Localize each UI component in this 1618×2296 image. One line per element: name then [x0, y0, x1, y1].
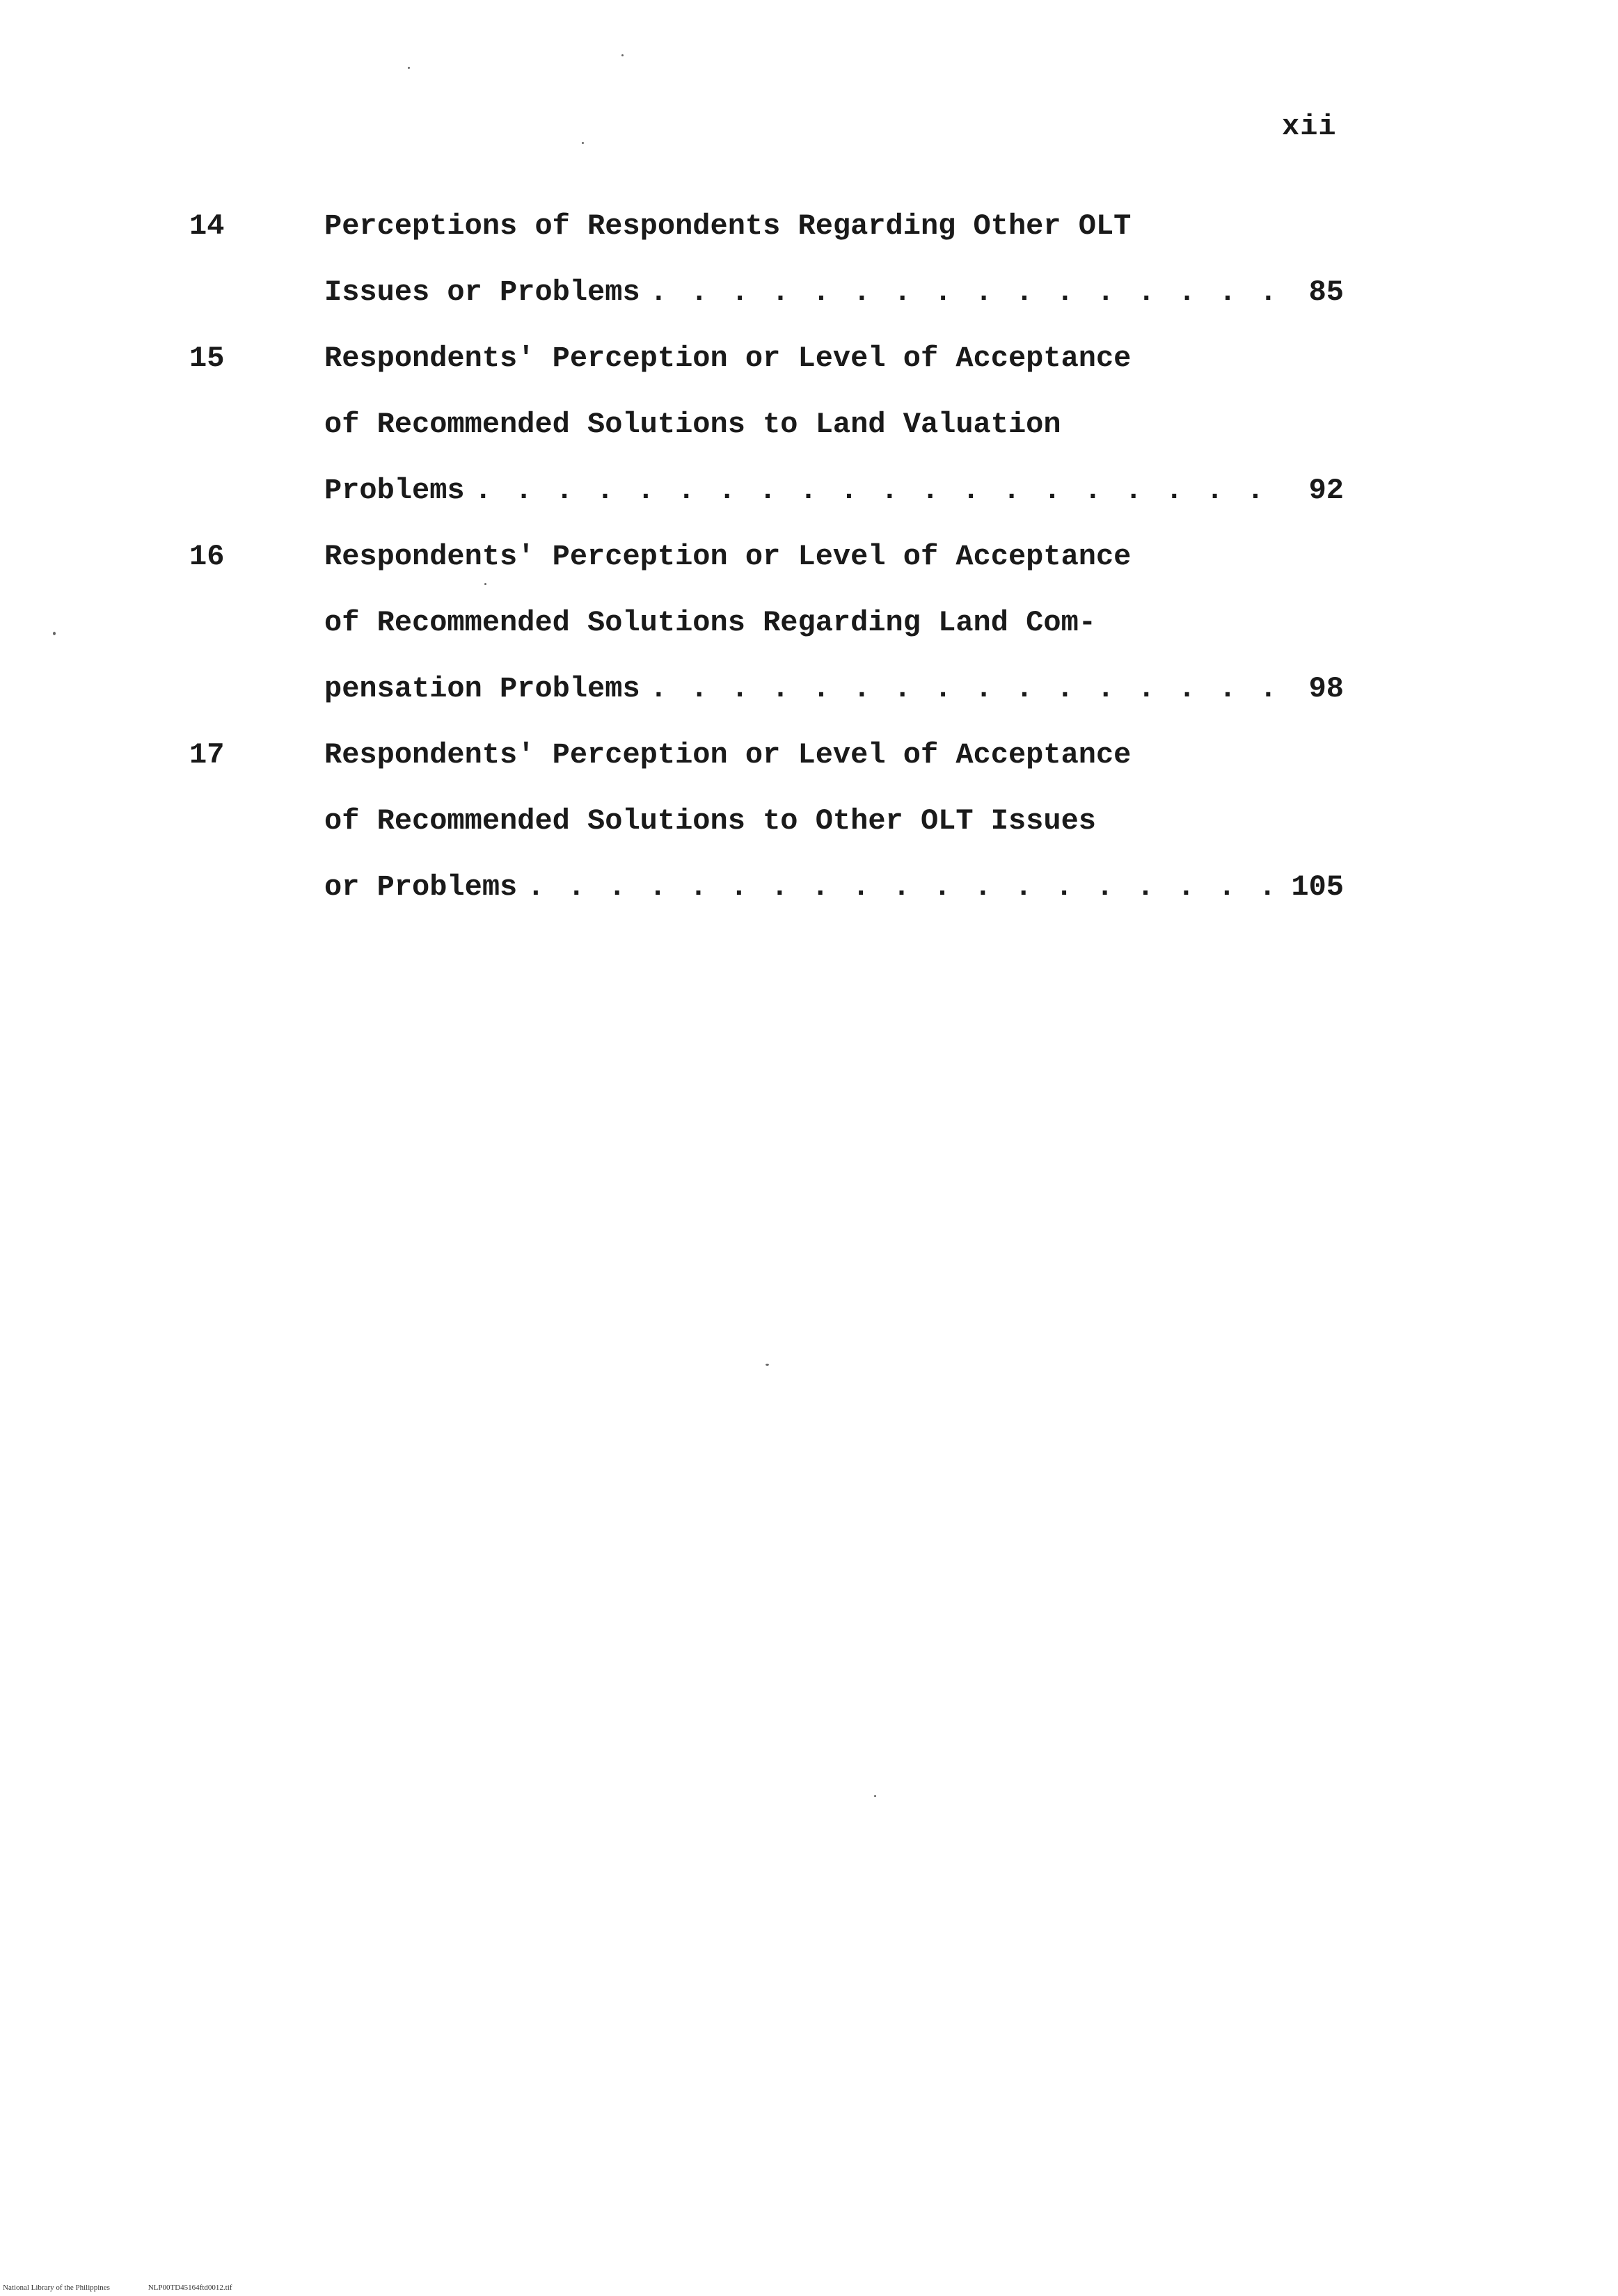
entry-page-number: 98	[1308, 672, 1344, 705]
scan-speck	[484, 583, 486, 585]
entry-number: 15	[189, 342, 225, 375]
dot-leader	[465, 458, 1288, 524]
entry-last-line	[324, 656, 1344, 722]
entry-page-number: 105	[1291, 870, 1344, 904]
entry-title-line: Problems	[324, 474, 465, 507]
entry-title-line: or Problems	[324, 870, 518, 904]
entry-title	[324, 326, 1344, 524]
entry-title-line: of Recommended Solutions Regarding Land Com-	[324, 606, 1096, 639]
entry-title-line: Respondents' Perception or Level of Acceptance	[324, 342, 1132, 375]
dot-leader	[640, 260, 1288, 326]
entry-last-line	[324, 260, 1344, 326]
page-number: xii	[1282, 110, 1337, 143]
entry-number: 16	[189, 540, 225, 573]
entry-title-line: of Recommended Solutions to Other OLT Issues	[324, 804, 1096, 838]
toc-entry	[0, 326, 1618, 524]
entry-title	[324, 722, 1344, 920]
scan-speck	[621, 54, 624, 56]
entry-title-line: Issues or Problems	[324, 276, 640, 309]
entry-number: 14	[189, 209, 225, 243]
entry-title	[324, 193, 1344, 326]
footer-filename: NLP00TD45164ftd0012.tif	[148, 2283, 232, 2292]
dot-leader	[517, 854, 1288, 920]
entry-last-line	[324, 854, 1344, 920]
entry-title-line: pensation Problems	[324, 672, 640, 705]
table-of-contents-list	[0, 193, 1618, 920]
entry-title	[324, 524, 1344, 722]
scan-speck	[582, 142, 584, 144]
entry-page-number: 85	[1308, 276, 1344, 309]
entry-title-line: of Recommended Solutions to Land Valuation	[324, 408, 1061, 441]
entry-title-line: Perceptions of Respondents Regarding Other OLT	[324, 209, 1132, 243]
toc-entry	[0, 524, 1618, 722]
entry-title-line: Respondents' Perception or Level of Acceptance	[324, 540, 1132, 573]
entry-number: 17	[189, 738, 225, 772]
dot-leader	[640, 656, 1288, 722]
scan-source-footer	[3, 2283, 232, 2292]
scan-speck	[53, 632, 56, 635]
scan-speck	[874, 1795, 876, 1797]
footer-library: National Library of the Philippines	[3, 2283, 110, 2292]
scan-speck	[766, 1364, 769, 1366]
entry-page-number: 92	[1308, 474, 1344, 507]
scan-speck	[408, 67, 410, 69]
entry-title-line: Respondents' Perception or Level of Acceptance	[324, 738, 1132, 772]
entry-last-line	[324, 458, 1344, 524]
toc-entry	[0, 193, 1618, 326]
toc-entry	[0, 722, 1618, 920]
